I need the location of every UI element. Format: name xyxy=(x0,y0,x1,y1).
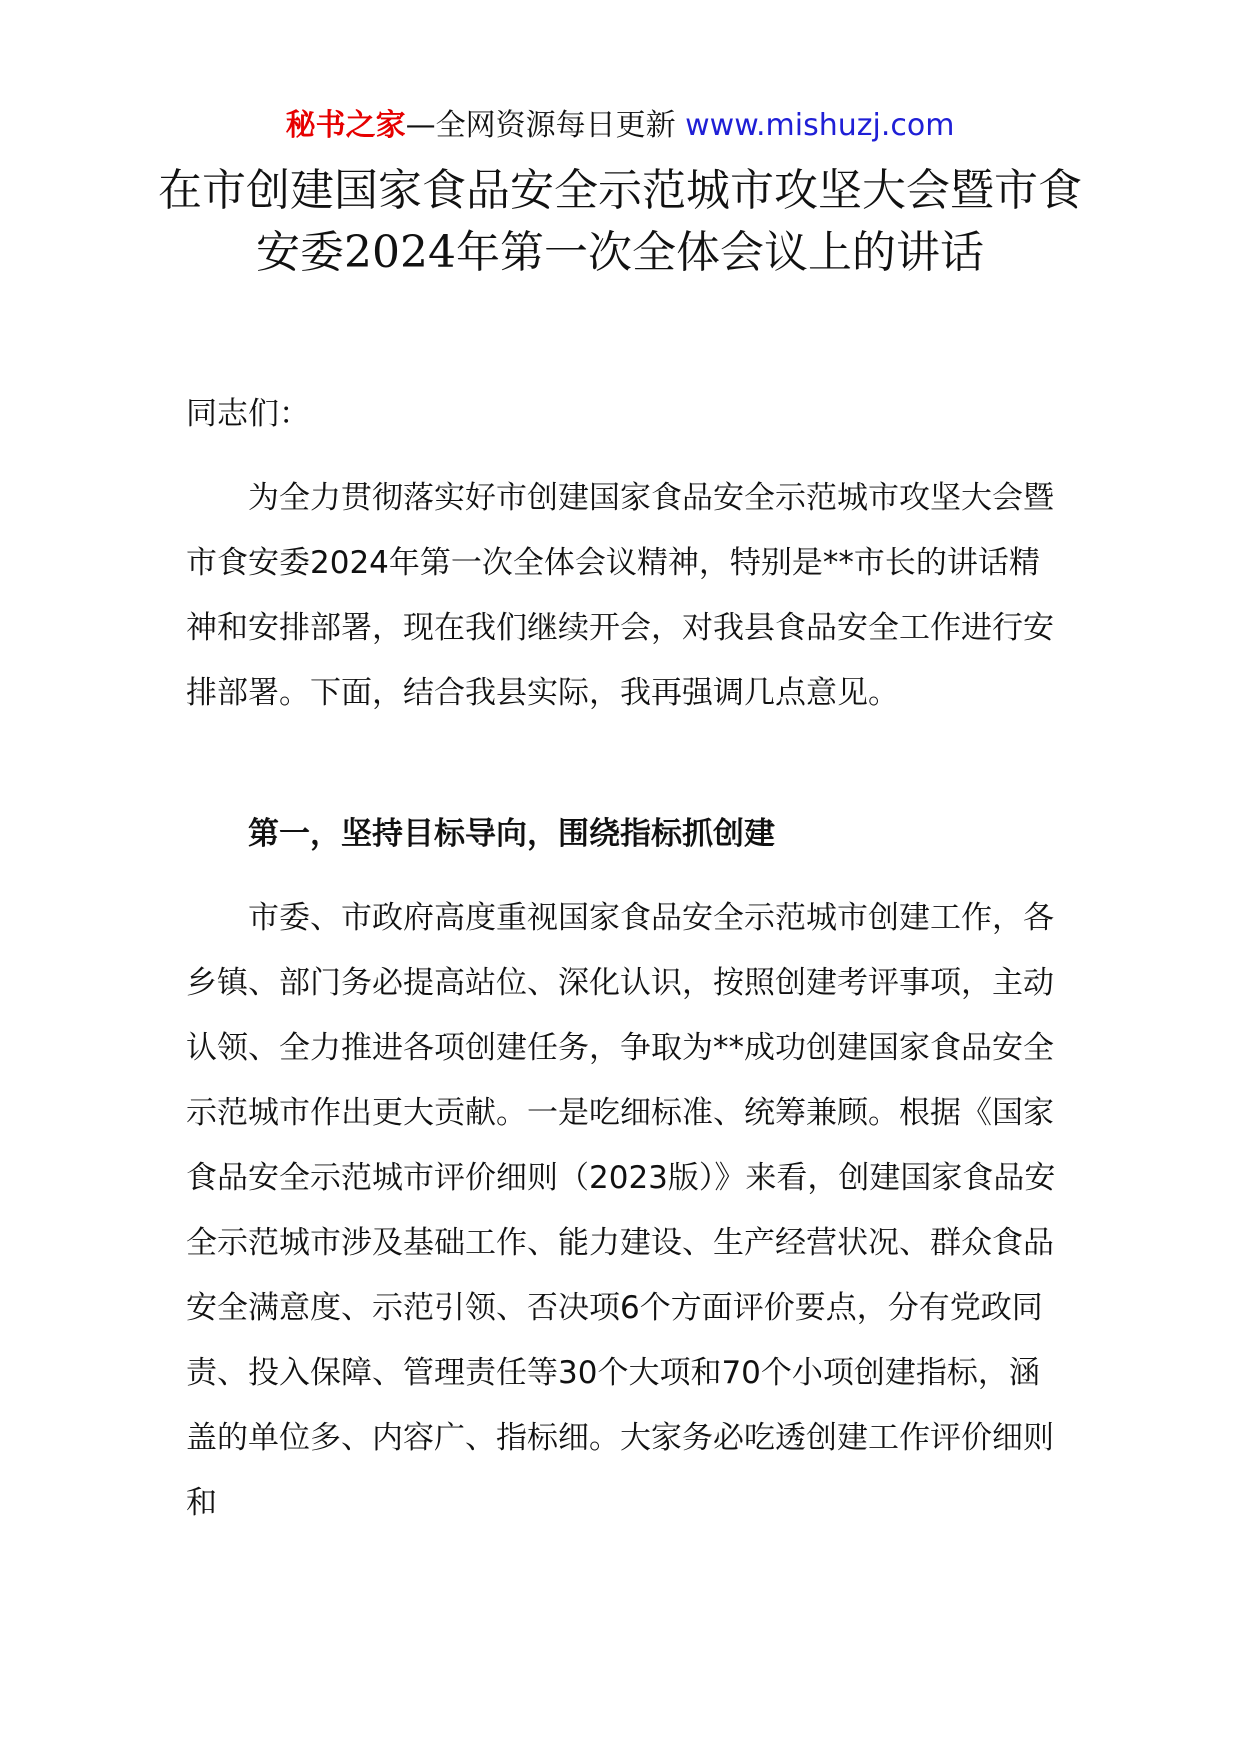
paragraph-intro: 为全力贯彻落实好市创建国家食品安全示范城市攻坚大会暨市食安委2024年第一次全体会议精神，特别是**市长的讲话精神和安排部署，现在我们继续开会，对我县食品安全工作进行安排部署。下面，结合我县实际，我再强调几点意见。 xyxy=(186,480,1054,711)
section-heading-1: 第一，坚持目标导向，围绕指标抓创建 xyxy=(248,816,775,852)
document-title xyxy=(150,160,1090,284)
header-brand: 秘书之家 xyxy=(285,108,406,143)
watermark-header xyxy=(0,104,1240,148)
salutation: 同志们： xyxy=(186,396,310,432)
header-tagline: —全网资源每日更新 xyxy=(405,108,676,143)
title-year: 2024 xyxy=(344,227,456,278)
title-part-2: 年第一次全体会议上的讲话 xyxy=(455,227,984,278)
header-url[interactable]: www.mishuzj.com xyxy=(685,108,955,143)
title-part-1: 在市创建国家食品安全示范城市攻坚大会暨市食安委 xyxy=(158,165,1082,278)
paragraph-section-1: 市委、市政府高度重视国家食品安全示范城市创建工作，各乡镇、部门务必提高站位、深化认识，按照创建考评事项，主动认领、全力推进各项创建任务，争取为**成功创建国家食品安全示范城市作出更大贡献。一是吃细标准、统筹兼顾。根据《国家食品安全示范城市评价细则（2023版）》来看，创建国家食品安全示范城市涉及基础工作、能力建设、生产经营状况、群众食品安全满意度、示范引领、否决项6个方面评价要点，分有党政同责、投入保障、管理责任等30个大项和70个小项创建指标，涵盖的单位多、内容广、指标细。大家务必吃透创建工作评价细则和 xyxy=(186,900,1056,1521)
